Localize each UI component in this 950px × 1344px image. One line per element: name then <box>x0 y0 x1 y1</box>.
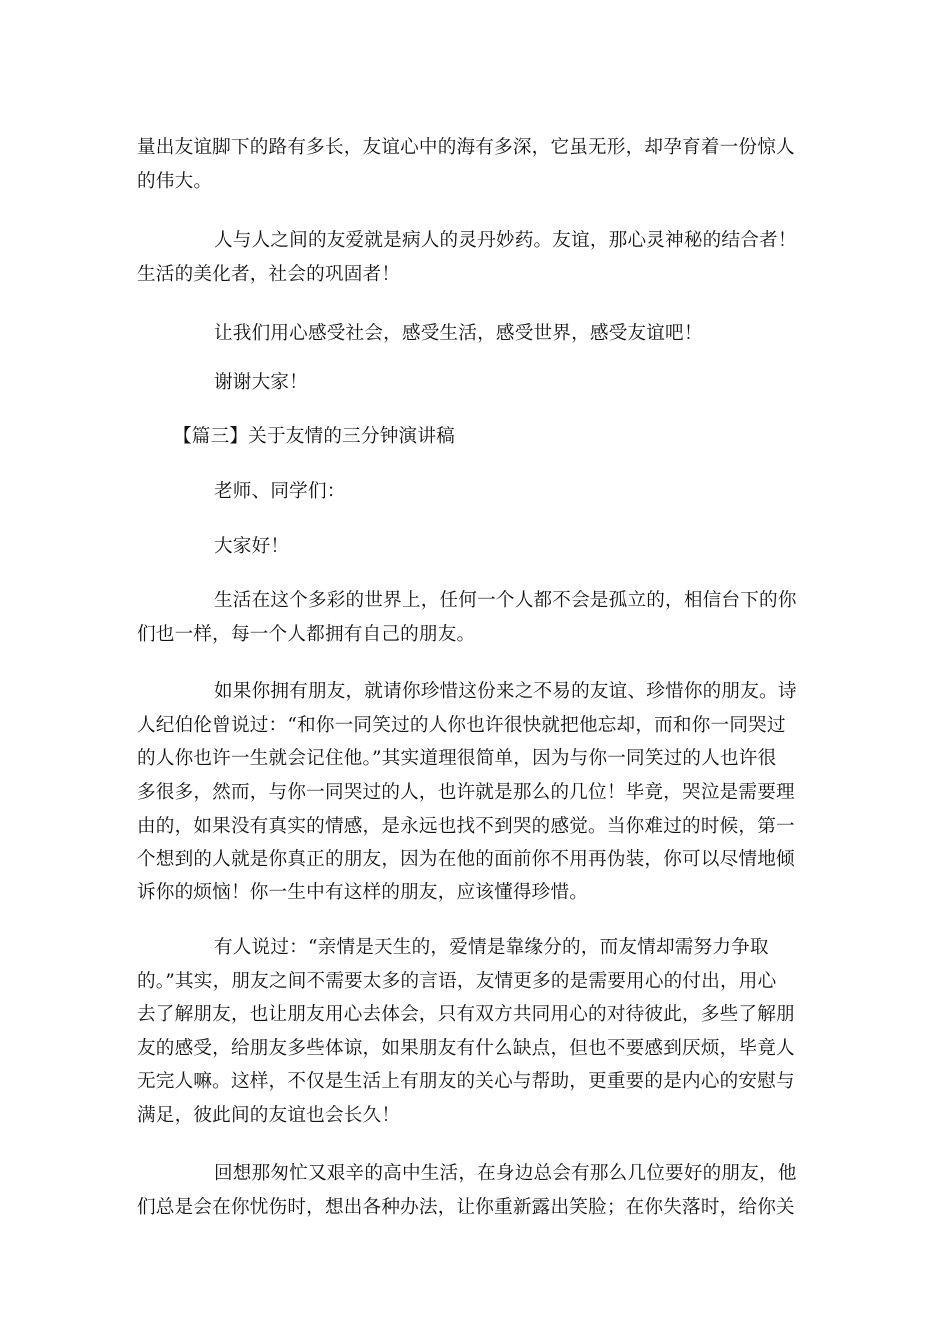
text-line: 无完人嘛。这样，不仅是生活上有朋友的关心与帮助，更重要的是内心的安慰与 <box>137 1071 795 1092</box>
text-line: 多很多，然而，与你一同哭过的人，也许就是那么的几位！毕竟，哭泣是需要理 <box>137 782 795 803</box>
text-line: 人与人之间的友爱就是病人的灵丹妙药。友谊，那心灵神秘的结合者！ <box>214 230 797 251</box>
text-line: 满足，彼此间的友谊也会长久！ <box>137 1105 401 1126</box>
text-line: 个想到的人就是你真正的朋友，因为在他的面前你不用再伪装，你可以尽情地倾 <box>137 849 795 870</box>
text-line: 有人说过：“亲情是天生的，爱情是靠缘分的，而友情却需努力争取 <box>214 937 769 958</box>
text-line: 的伟大。 <box>137 171 213 192</box>
text-line: 生活在这个多彩的世界上，任何一个人都不会是孤立的，相信台下的你 <box>214 590 797 611</box>
text-line: 的。”其实，朋友之间不需要太多的言语，友情更多的是需要用心的付出，用心 <box>137 971 777 992</box>
text-line: 谢谢大家！ <box>214 372 308 393</box>
text-line: 如果你拥有朋友，就请你珍惜这份来之不易的友谊、珍惜你的朋友。诗 <box>214 681 797 702</box>
text-line: 大家好！ <box>214 536 290 557</box>
text-line: 量出友谊脚下的路有多长，友谊心中的海有多深，它虽无形，却孕育着一份惊人 <box>137 137 795 158</box>
text-line: 们总是会在你忧伤时，想出各种办法，让你重新露出笑脸；在你失落时，给你关 <box>137 1197 795 1218</box>
text-line: 诉你的烦恼！你一生中有这样的朋友，应该懂得珍惜。 <box>137 882 589 903</box>
text-line: 人纪伯伦曾说过：“和你一同笑过的人你也许很快就把他忘却，而和你一同哭过 <box>137 715 786 736</box>
text-line: 老师、同学们： <box>214 481 346 502</box>
text-line: 友的感受，给朋友多些体谅，如果朋友有什么缺点，但也不要感到厌烦，毕竟人 <box>137 1038 795 1059</box>
text-line: 让我们用心感受社会，感受生活，感受世界，感受友谊吧！ <box>214 323 703 344</box>
section-heading: 【篇三】关于友情的三分钟演讲稿 <box>173 426 455 447</box>
text-line: 由的，如果没有真实的情感，是永远也找不到哭的感觉。当你难过的时候，第一 <box>137 816 795 837</box>
text-line: 们也一样，每一个人都拥有自己的朋友。 <box>137 624 476 645</box>
text-line: 去了解朋友，也让朋友用心去体会，只有双方共同用心的对待彼此，多些了解朋 <box>137 1004 795 1025</box>
text-line: 回想那匆忙又艰辛的高中生活，在身边总会有那么几位要好的朋友，他 <box>214 1163 797 1184</box>
text-line: 的人你也许一生就会记住他。”其实道理很简单，因为与你一同笑过的人也许很 <box>137 748 777 769</box>
text-line: 生活的美化者，社会的巩固者！ <box>137 264 401 285</box>
